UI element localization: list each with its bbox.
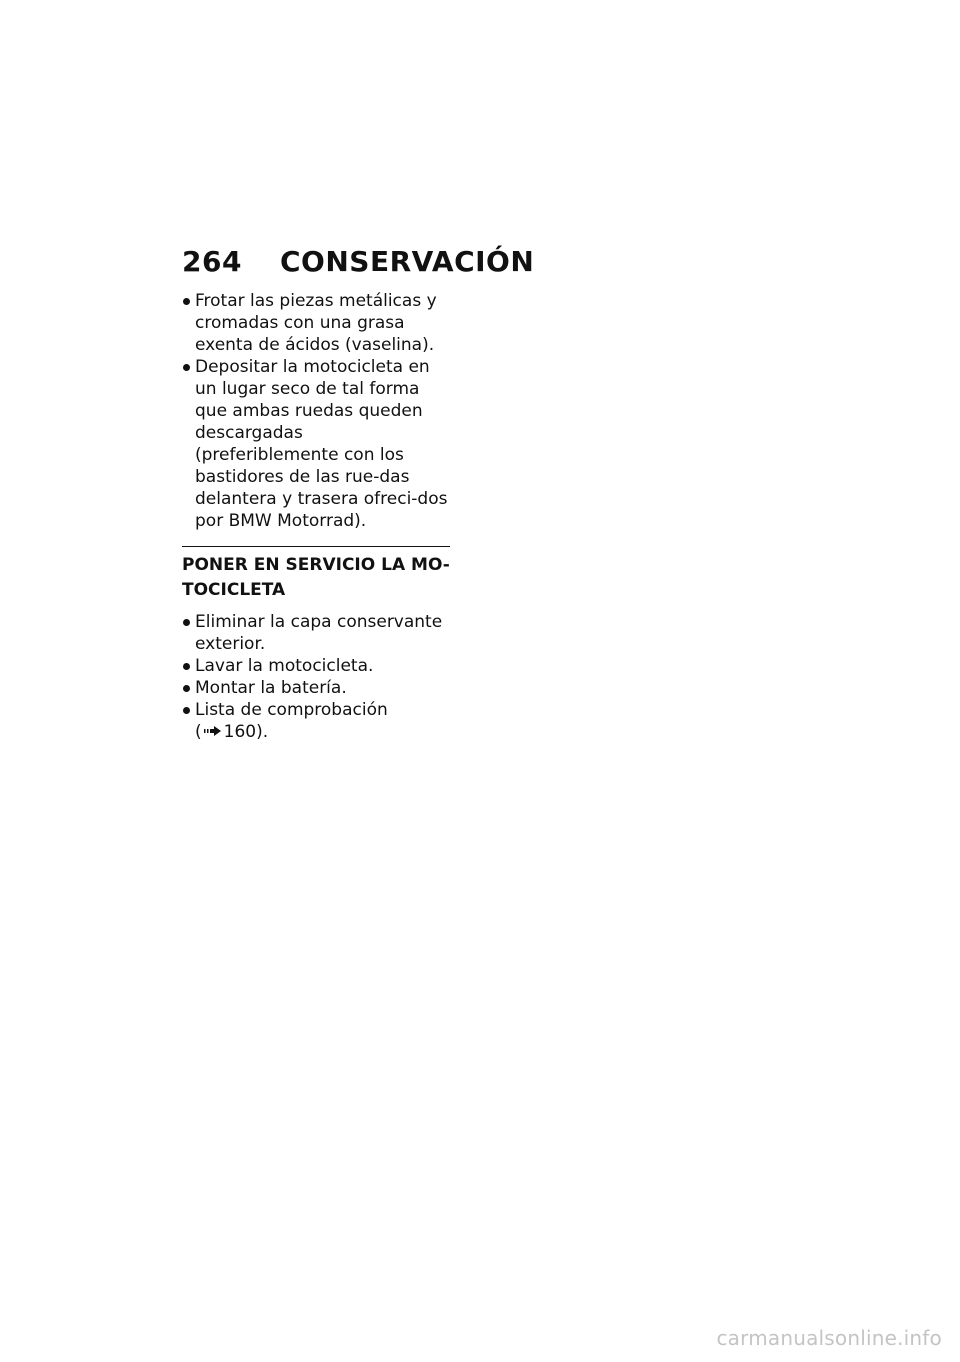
list-item: Montar la batería.	[182, 677, 450, 699]
page-reference-link[interactable]: 160	[223, 722, 257, 742]
chapter-title: CONSERVACIÓN	[280, 245, 535, 278]
list-item: Depositar la motocicleta en un lugar seco de tal forma que ambas ruedas queden descargadas (preferiblemente con los bastidores de las rue-das delantera y trasera ofreci-dos por BMW Motorrad).	[182, 356, 450, 532]
page-header	[182, 240, 782, 284]
list-item: Eliminar la capa conservante exterior.	[182, 611, 450, 655]
list-item-checklist	[182, 699, 450, 743]
section-bullet-list	[182, 611, 450, 743]
footer-watermark: carmanualsonline.info	[716, 1326, 942, 1350]
checklist-open-paren: (	[195, 722, 202, 742]
checklist-close: ).	[256, 722, 269, 742]
page-number: 264	[182, 245, 242, 278]
intro-bullet-list	[182, 290, 450, 532]
list-item: Lavar la motocicleta.	[182, 655, 450, 677]
section-heading: PONER EN SERVICIO LA MO-TOCICLETA	[182, 555, 450, 600]
arrow-right-icon	[204, 726, 222, 736]
checklist-text: Lista de comprobación	[195, 700, 388, 720]
content-column	[182, 290, 450, 743]
list-item: Frotar las piezas metálicas y cromadas con una grasa exenta de ácidos (vaselina).	[182, 290, 450, 356]
section-divider	[182, 546, 450, 547]
